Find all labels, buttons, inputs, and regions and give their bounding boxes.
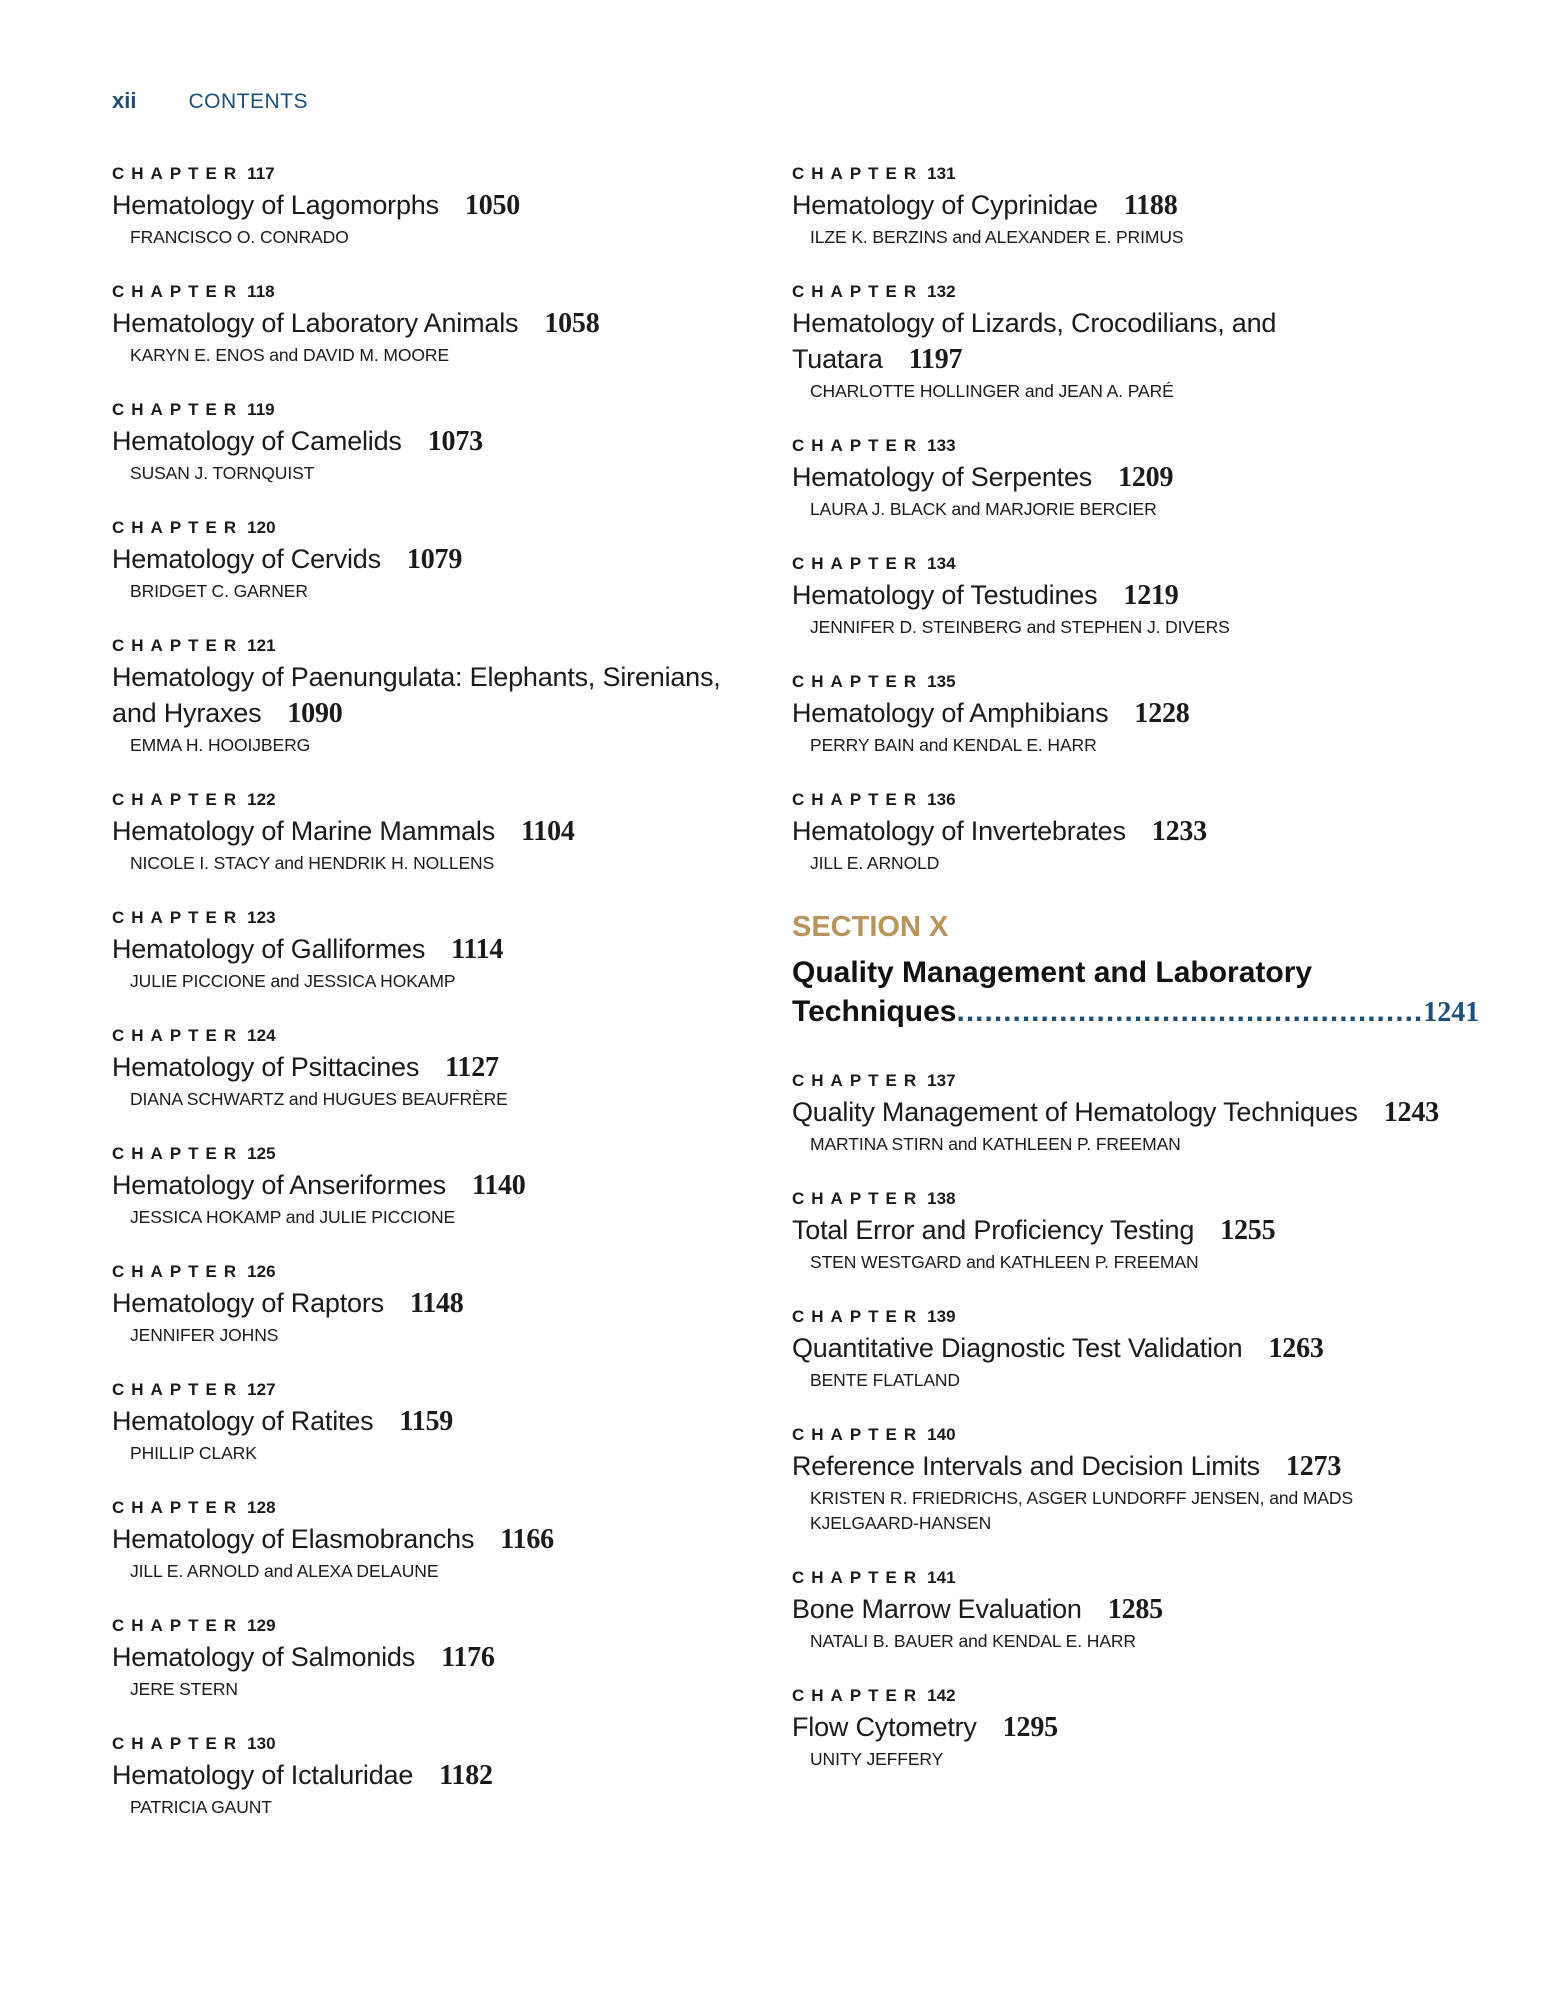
chapter-title [792,1094,1452,1131]
chapter-word: CHAPTER [112,518,244,537]
chapter-number: 130 [247,1734,276,1753]
chapter-number: 138 [927,1189,956,1208]
toc-entry-chapter-132[interactable] [792,281,1452,404]
chapter-authors: KRISTEN R. FRIEDRICHS, ASGER LUNDORFF JENSEN, and MADS KJELGAARD-HANSEN [810,1488,1354,1533]
chapter-word: CHAPTER [792,672,924,691]
chapter-label [792,1424,1452,1446]
chapter-title [792,577,1452,614]
chapter-label [112,1379,762,1401]
chapter-word: CHAPTER [792,1307,924,1326]
chapter-title [792,305,1452,378]
section-title-text: Quality Management and Laboratory Techniques [792,956,1313,1028]
chapter-title-text: Quantitative Diagnostic Test Validation [792,1333,1243,1363]
toc-entry-chapter-129[interactable] [112,1615,762,1702]
chapter-number: 132 [927,282,956,301]
chapter-number: 119 [247,400,275,419]
chapter-label [112,789,762,811]
chapter-title-text: Hematology of Cervids [112,544,381,574]
chapter-title [792,187,1452,224]
section-label: SECTION X [792,911,949,943]
chapter-number: 127 [247,1380,276,1399]
chapter-word: CHAPTER [792,1568,924,1587]
chapter-authors: JESSICA HOKAMP and JULIE PICCIONE [130,1207,456,1227]
chapter-word: CHAPTER [112,1144,244,1163]
chapter-page-number: 1148 [409,1288,464,1319]
chapter-title [792,1448,1452,1485]
chapter-authors: LAURA J. BLACK and MARJORIE BERCIER [810,499,1157,519]
chapter-word: CHAPTER [792,164,924,183]
chapter-number: 121 [247,636,276,655]
right-chapter-group-a [792,163,1452,876]
toc-entry-chapter-134[interactable] [792,553,1452,640]
chapter-page-number: 1058 [544,308,600,339]
chapter-word: CHAPTER [792,282,924,301]
chapter-authors: KARYN E. ENOS and DAVID M. MOORE [130,345,450,365]
chapter-title-text: Hematology of Laboratory Animals [112,308,519,338]
chapter-page-number: 1166 [500,1524,554,1555]
toc-entry-chapter-127[interactable] [112,1379,762,1466]
chapter-word: CHAPTER [792,790,924,809]
chapter-title-text: Hematology of Marine Mammals [112,816,496,846]
toc-entry-chapter-139[interactable] [792,1306,1452,1393]
section-title[interactable] [792,953,1480,1032]
chapter-authors: UNITY JEFFERY [810,1749,944,1769]
chapter-title-text: Hematology of Invertebrates [792,816,1126,846]
chapter-title [792,1330,1452,1367]
chapter-page-number: 1140 [471,1170,526,1201]
chapter-label [792,1188,1452,1210]
chapter-title [112,659,762,732]
chapter-word: CHAPTER [792,1686,924,1705]
toc-entry-chapter-137[interactable] [792,1070,1452,1157]
chapter-title-text: Bone Marrow Evaluation [792,1594,1082,1624]
chapter-number: 140 [927,1425,956,1444]
chapter-label [792,671,1452,693]
chapter-authors: JILL E. ARNOLD [810,853,940,873]
chapter-word: CHAPTER [112,1734,244,1753]
chapter-number: 131 [927,164,956,183]
chapter-number: 139 [927,1307,956,1326]
chapter-word: CHAPTER [792,1425,924,1444]
chapter-authors: FRANCISCO O. CONRADO [130,227,349,247]
toc-entry-chapter-124[interactable] [112,1025,762,1112]
chapter-label [792,281,1452,303]
chapter-authors: EMMA H. HOOIJBERG [130,735,311,755]
chapter-page-number: 1273 [1285,1451,1342,1482]
chapter-word: CHAPTER [112,1380,244,1399]
toc-entry-chapter-120[interactable] [112,517,762,604]
chapter-title-text: Hematology of Ictaluridae [112,1760,414,1790]
toc-entry-chapter-142[interactable] [792,1685,1452,1772]
chapter-title [112,1639,762,1676]
section-leader-dots: .................................................. [956,995,1424,1028]
chapter-title [112,1403,762,1440]
chapter-page-number: 1050 [464,190,521,221]
chapter-label [112,907,762,929]
chapter-title [112,305,762,342]
chapter-page-number: 1127 [445,1052,499,1083]
chapter-number: 135 [927,672,956,691]
chapter-word: CHAPTER [112,1616,244,1635]
toc-entry-chapter-123[interactable] [112,907,762,994]
chapter-title [792,695,1452,732]
page-folio: xii [112,88,137,113]
chapter-page-number: 1090 [287,698,343,729]
chapter-page-number: 1159 [399,1406,454,1437]
chapter-authors: BRIDGET C. GARNER [130,581,308,601]
chapter-word: CHAPTER [112,908,244,927]
chapter-word: CHAPTER [112,790,244,809]
toc-entry-chapter-125[interactable] [112,1143,762,1230]
chapter-word: CHAPTER [792,1189,924,1208]
chapter-word: CHAPTER [112,400,244,419]
chapter-number: 141 [927,1568,956,1587]
chapter-page-number: 1114 [451,934,504,965]
chapter-title-text: Total Error and Proficiency Testing [792,1215,1195,1245]
chapter-authors: PATRICIA GAUNT [130,1797,272,1817]
chapter-authors: JULIE PICCIONE and JESSICA HOKAMP [130,971,456,991]
chapter-title [112,1285,762,1322]
toc-entry-chapter-122[interactable] [112,789,762,876]
chapter-page-number: 1219 [1123,580,1179,611]
chapter-title [112,541,762,578]
chapter-label [792,1070,1452,1092]
chapter-title [792,813,1452,850]
chapter-title-text: Hematology of Psittacines [112,1052,420,1082]
toc-entry-chapter-141[interactable] [792,1567,1452,1654]
chapter-number: 117 [247,164,275,183]
chapter-label [792,1567,1452,1589]
chapter-label [792,1306,1452,1328]
chapter-label [112,1261,762,1283]
chapter-title-text: Hematology of Camelids [112,426,402,456]
right-chapter-group-b [792,1070,1452,1772]
toc-entry-chapter-135[interactable] [792,671,1452,758]
chapter-title [112,1521,762,1558]
chapter-title [112,813,762,850]
chapter-label [112,1615,762,1637]
toc-entry-chapter-118[interactable] [112,281,762,368]
chapter-label [112,1025,762,1047]
chapter-page-number: 1233 [1151,816,1207,847]
chapter-page-number: 1176 [441,1642,495,1673]
chapter-page-number: 1182 [439,1760,493,1791]
chapter-page-number: 1209 [1118,462,1174,493]
chapter-word: CHAPTER [112,1026,244,1045]
chapter-label [112,281,762,303]
chapter-authors: JENNIFER D. STEINBERG and STEPHEN J. DIVERS [810,617,1230,637]
section-page-number: 1241 [1423,997,1480,1028]
chapter-word: CHAPTER [792,1071,924,1090]
chapter-label [792,789,1452,811]
chapter-word: CHAPTER [792,436,924,455]
toc-entry-chapter-121[interactable] [112,635,762,758]
chapter-label [112,1143,762,1165]
chapter-authors: CHARLOTTE HOLLINGER and JEAN A. PARÉ [810,381,1174,401]
chapter-label [112,1733,762,1755]
chapter-title [792,1591,1452,1628]
chapter-authors: JENNIFER JOHNS [130,1325,279,1345]
chapter-page-number: 1243 [1383,1097,1439,1128]
chapter-word: CHAPTER [112,1498,244,1517]
chapter-title-text: Hematology of Lagomorphs [112,190,439,220]
chapter-number: 125 [247,1144,276,1163]
chapter-number: 129 [247,1616,276,1635]
chapter-authors: STEN WESTGARD and KATHLEEN P. FREEMAN [810,1252,1199,1272]
section-block [792,907,1480,1032]
chapter-number: 120 [247,518,276,537]
chapter-number: 122 [247,790,276,809]
chapter-page-number: 1197 [908,344,963,375]
chapter-page-number: 1188 [1123,190,1178,221]
chapter-authors: NATALI B. BAUER and KENDAL E. HARR [810,1631,1136,1651]
chapter-number: 118 [247,282,275,301]
chapter-authors: JILL E. ARNOLD and ALEXA DELAUNE [130,1561,439,1581]
chapter-title-text: Hematology of Anseriformes [112,1170,446,1200]
chapter-label [792,435,1452,457]
chapter-word: CHAPTER [112,636,244,655]
left-column [112,163,762,1851]
toc-entry-chapter-138[interactable] [792,1188,1452,1275]
chapter-number: 134 [927,554,956,573]
chapter-label [112,163,762,185]
chapter-number: 124 [247,1026,276,1045]
chapter-authors: JERE STERN [130,1679,238,1699]
chapter-authors: PERRY BAIN and KENDAL E. HARR [810,735,1097,755]
chapter-authors: PHILLIP CLARK [130,1443,257,1463]
chapter-number: 128 [247,1498,276,1517]
chapter-number: 123 [247,908,276,927]
chapter-title-text: Flow Cytometry [792,1712,977,1742]
chapter-page-number: 1263 [1268,1333,1324,1364]
toc-entry-chapter-117[interactable] [112,163,762,250]
chapter-number: 142 [927,1686,956,1705]
chapter-label [792,163,1452,185]
toc-entry-chapter-130[interactable] [112,1733,762,1820]
chapter-title-text: Hematology of Ratites [112,1406,374,1436]
chapter-title-text: Reference Intervals and Decision Limits [792,1451,1260,1481]
chapter-title [792,1709,1452,1746]
chapter-title [792,1212,1452,1249]
chapter-authors: SUSAN J. TORNQUIST [130,463,315,483]
chapter-label [112,517,762,539]
chapter-number: 136 [927,790,956,809]
right-column [792,163,1480,1803]
chapter-title-text: Hematology of Testudines [792,580,1098,610]
chapter-authors: MARTINA STIRN and KATHLEEN P. FREEMAN [810,1134,1181,1154]
chapter-title-text: Hematology of Salmonids [112,1642,416,1672]
chapter-title [112,187,762,224]
chapter-title [112,1757,762,1794]
chapter-word: CHAPTER [112,282,244,301]
toc-entry-chapter-131[interactable] [792,163,1452,250]
chapter-page-number: 1295 [1002,1712,1058,1743]
chapter-title-text: Quality Management of Hematology Techniques [792,1097,1358,1127]
chapter-page-number: 1285 [1107,1594,1163,1625]
toc-entry-chapter-136[interactable] [792,789,1452,876]
chapter-authors: NICOLE I. STACY and HENDRIK H. NOLLENS [130,853,495,873]
chapter-label [792,553,1452,575]
chapter-word: CHAPTER [112,1262,244,1281]
toc-entry-chapter-119[interactable] [112,399,762,486]
chapter-page-number: 1104 [521,816,575,847]
chapter-label [112,399,762,421]
chapter-label [112,1497,762,1519]
chapter-page-number: 1073 [427,426,483,457]
chapter-word: CHAPTER [792,554,924,573]
chapter-title [112,1049,762,1086]
chapter-label [112,635,762,657]
chapter-label [792,1685,1452,1707]
running-head-title: CONTENTS [188,90,308,113]
chapter-number: 133 [927,436,956,455]
chapter-number: 126 [247,1262,276,1281]
chapter-title-text: Hematology of Serpentes [792,462,1093,492]
toc-entry-chapter-128[interactable] [112,1497,762,1584]
chapter-title-text: Hematology of Elasmobranchs [112,1524,475,1554]
chapter-word: CHAPTER [112,164,244,183]
running-header [112,88,308,114]
chapter-title-text: Hematology of Amphibians [792,698,1109,728]
chapter-title-text: Hematology of Cyprinidae [792,190,1098,220]
chapter-page-number: 1079 [406,544,463,575]
toc-entry-chapter-140[interactable] [792,1424,1452,1536]
chapter-title-text: Hematology of Lizards, Crocodilians, and Tuatara [792,308,1277,374]
toc-entry-chapter-126[interactable] [112,1261,762,1348]
chapter-page-number: 1228 [1134,698,1190,729]
chapter-authors: BENTE FLATLAND [810,1370,960,1390]
chapter-title [112,423,762,460]
chapter-page-number: 1255 [1220,1215,1276,1246]
chapter-title-text: Hematology of Paenungulata: Elephants, Sirenians, and Hyraxes [112,662,721,728]
chapter-title [112,931,762,968]
chapter-title [112,1167,762,1204]
chapter-title-text: Hematology of Galliformes [112,934,426,964]
toc-entry-chapter-133[interactable] [792,435,1452,522]
chapter-title-text: Hematology of Raptors [112,1288,384,1318]
chapter-number: 137 [927,1071,956,1090]
chapter-authors: ILZE K. BERZINS and ALEXANDER E. PRIMUS [810,227,1184,247]
chapter-authors: DIANA SCHWARTZ and HUGUES BEAUFRÈRE [130,1089,508,1109]
chapter-title [792,459,1452,496]
